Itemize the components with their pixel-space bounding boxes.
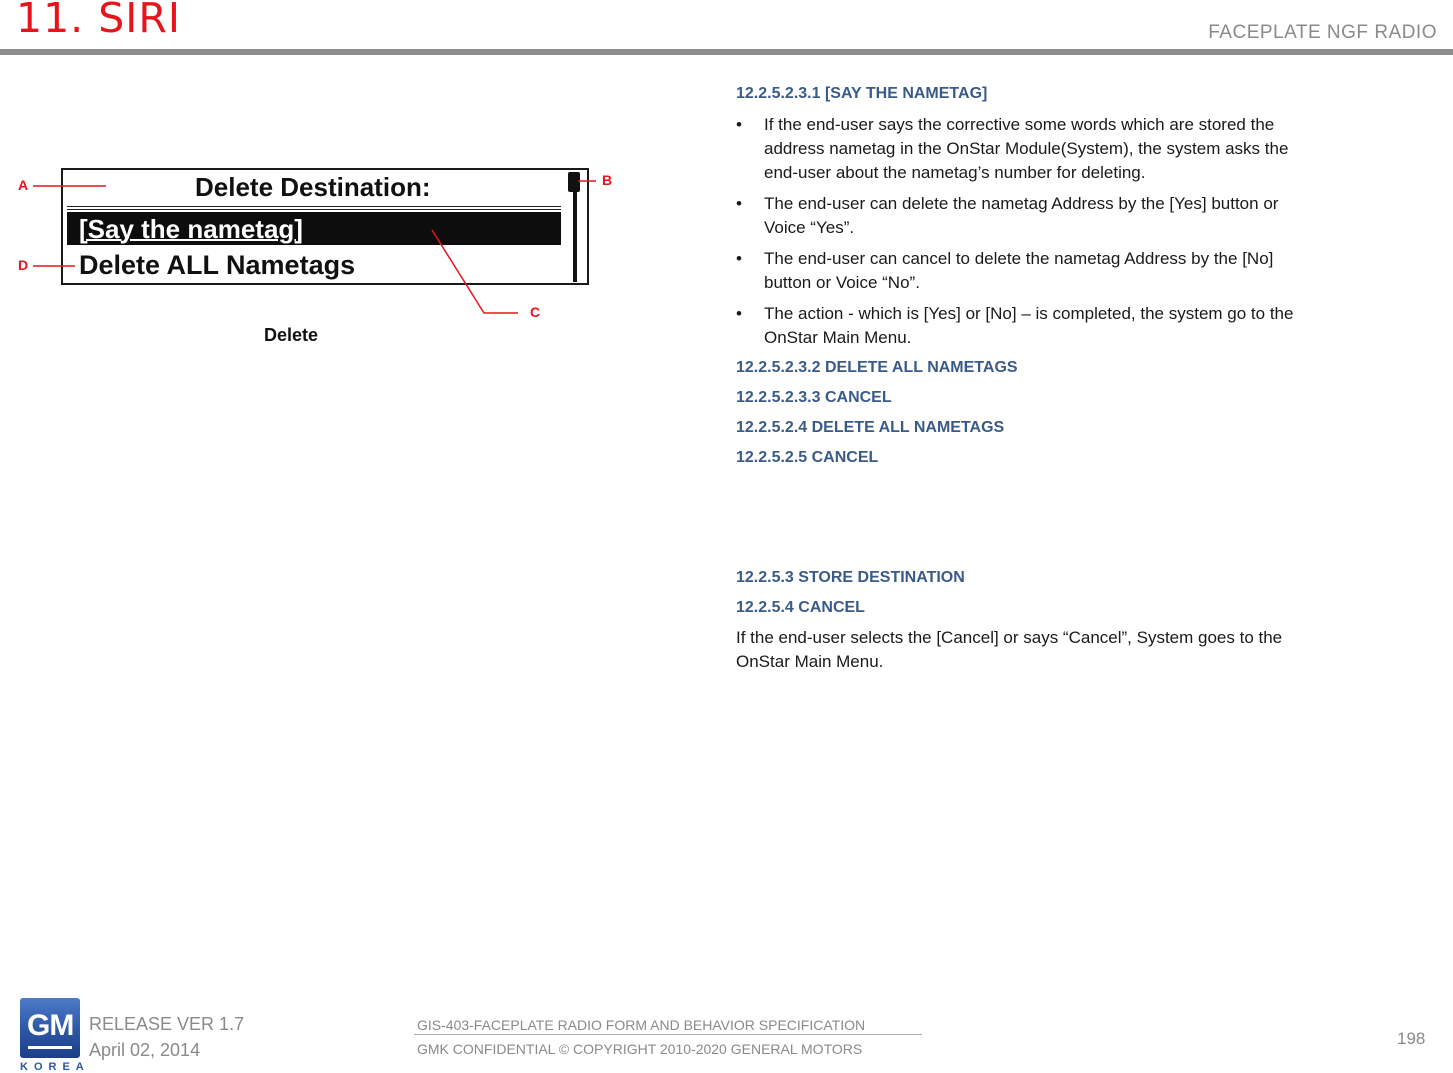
footer-divider [414,1034,922,1035]
list-item: • The action - which is [Yes] or [No] – is completed, the system go to the OnStar Main Menu. [736,302,1316,350]
chapter-title: 11. SIRI [16,0,181,42]
list-item: • If the end-user says the corrective some words which are stored the address nametag in the OnStar Module(System), the system asks the end-user about the nametag’s number for deleting. [736,113,1316,185]
screen-menu-item-delete-all: Delete ALL Nametags [79,250,356,280]
spec-name: GIS-403-FACEPLATE RADIO FORM AND BEHAVIOR SPECIFICATION [417,1017,866,1033]
section-heading: 12.2.5.2.3.2 DELETE ALL NAMETAGS [736,359,1018,376]
page-number: 198 [1397,1029,1426,1048]
gm-logo [20,998,80,1058]
footer-document-info [417,1013,865,1061]
gm-logo-text: GM [27,1009,74,1042]
callout-b-label: B [602,172,613,188]
section-heading: 12.2.5.2.4 DELETE ALL NAMETAGS [736,419,1005,436]
list-item: • The end-user can delete the nametag Address by the [Yes] button or Voice “Yes”. [736,192,1316,240]
gm-logo-underline [28,1046,72,1049]
section-heading: 12.2.5.2.3.1 [SAY THE NAMETAG] [736,85,988,102]
screen-title: Delete Destination: [195,172,431,202]
callout-c-line [432,230,518,313]
release-info [89,1011,244,1063]
figure-caption: Delete [264,325,319,345]
section-heading: 12.2.5.3 STORE DESTINATION [736,569,965,586]
section-heading: 12.2.5.2.3.3 CANCEL [736,389,892,406]
callout-leader-lines [0,0,700,340]
bullet-list [736,113,1316,350]
body-paragraph: If the end-user selects the [Cancel] or says “Cancel”, System goes to the OnStar Main Menu. [736,628,1283,671]
callout-c-label: C [530,304,541,320]
list-item: • The end-user can cancel to delete the nametag Address by the [No] button or Voice “No”. [736,247,1316,295]
callout-a-label: A [18,177,29,193]
release-date: April 02, 2014 [89,1040,201,1060]
screen-selected-item-label: [Say the nametag] [79,214,303,244]
content-column [736,82,1316,674]
release-version: RELEASE VER 1.7 [89,1014,245,1034]
gm-logo-subtext: KOREA [20,1061,90,1073]
section-heading: 12.2.5.4 CANCEL [736,599,865,616]
confidential-notice: GMK CONFIDENTIAL © COPYRIGHT 2010-2020 GENERAL MOTORS [417,1041,863,1057]
document-header-title: FACEPLATE NGF RADIO [1208,22,1437,43]
section-heading: 12.2.5.2.5 CANCEL [736,449,879,466]
callout-d-label: D [18,257,29,273]
